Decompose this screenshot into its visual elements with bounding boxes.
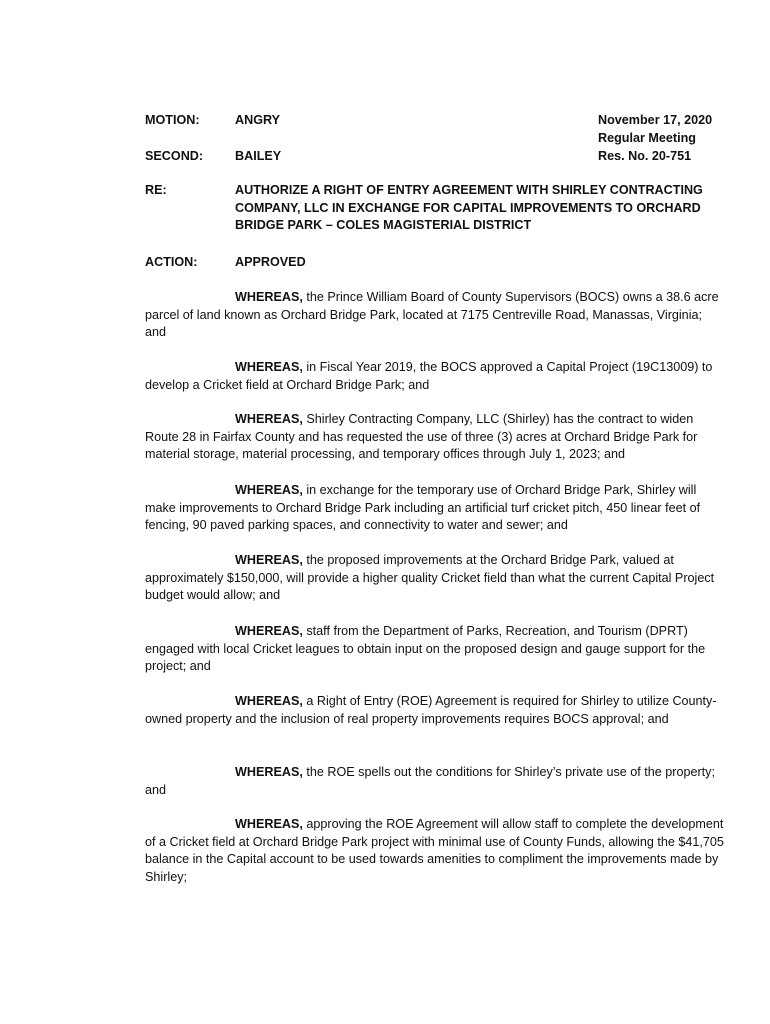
motion-label: MOTION: bbox=[145, 113, 200, 127]
whereas-paragraph bbox=[145, 359, 725, 394]
meeting-type: Regular Meeting bbox=[598, 131, 696, 145]
whereas-text: staff from the Department of Parks, Recreation, and Tourism (DPRT) engaged with local Cricket leagues to obtain input on the proposed design and gauge support for the project; and bbox=[145, 624, 706, 674]
motion-value: ANGRY bbox=[235, 113, 281, 127]
whereas-text: the Prince William Board of County Supervisors (BOCS) owns a 38.6 acre parcel of land known as Orchard Bridge Park, located at 7175 Centreville Road, Manassas, Virginia; and bbox=[145, 290, 719, 340]
whereas-keyword: WHEREAS, bbox=[235, 483, 303, 497]
whereas-keyword: WHEREAS, bbox=[235, 360, 303, 374]
whereas-text: a Right of Entry (ROE) Agreement is required for Shirley to utilize County-owned property and the inclusion of real property improvements requires BOCS approval; and bbox=[145, 694, 717, 726]
whereas-keyword: WHEREAS, bbox=[235, 817, 303, 831]
re-subject: AUTHORIZE A RIGHT OF ENTRY AGREEMENT WITH SHIRLEY CONTRACTING COMPANY, LLC IN EXCHANGE FOR CAPITAL IMPROVEMENTS TO ORCHARD BRIDGE PARK – COLES MAGISTERIAL DISTRICT bbox=[235, 183, 703, 233]
meeting-date: November 17, 2020 bbox=[598, 113, 713, 127]
whereas-paragraph bbox=[145, 552, 725, 605]
whereas-text: in exchange for the temporary use of Orchard Bridge Park, Shirley will make improvements to Orchard Bridge Park including an artificial turf cricket pitch, 450 linear feet of fencing, 90 paved parking spaces, and connectivity to water and sewer; and bbox=[145, 483, 701, 533]
whereas-text: the proposed improvements at the Orchard Bridge Park, valued at approximately $150,000, will provide a higher quality Cricket field than what the current Capital Project budget would allow; and bbox=[145, 553, 715, 603]
action-label: ACTION: bbox=[145, 255, 198, 269]
whereas-keyword: WHEREAS, bbox=[235, 765, 303, 779]
whereas-paragraph bbox=[145, 764, 725, 799]
whereas-text: in Fiscal Year 2019, the BOCS approved a Capital Project (19C13009) to develop a Cricket field at Orchard Bridge Park; and bbox=[145, 360, 713, 392]
resolution-number: Res. No. 20-751 bbox=[598, 149, 692, 163]
whereas-paragraph bbox=[145, 411, 725, 464]
whereas-paragraph bbox=[145, 289, 725, 342]
whereas-keyword: WHEREAS, bbox=[235, 694, 303, 708]
whereas-paragraph bbox=[145, 623, 725, 676]
re-label: RE: bbox=[145, 183, 167, 197]
whereas-paragraph bbox=[145, 816, 725, 886]
second-value: BAILEY bbox=[235, 149, 282, 163]
whereas-keyword: WHEREAS, bbox=[235, 412, 303, 426]
whereas-keyword: WHEREAS, bbox=[235, 553, 303, 567]
whereas-text: Shirley Contracting Company, LLC (Shirley) has the contract to widen Route 28 in Fairfax County and has requested the use of three (3) acres at Orchard Bridge Park for material storage, material processing, and temporary offices through July 1, 2023; and bbox=[145, 412, 698, 462]
whereas-keyword: WHEREAS, bbox=[235, 624, 303, 638]
whereas-text: approving the ROE Agreement will allow staff to complete the development of a Cricket field at Orchard Bridge Park project with minimal use of County Funds, allowing the $41,705 balance in the Capital account to be used towards amenities to compliment the improvements made by Shirley; bbox=[145, 817, 724, 884]
action-value: APPROVED bbox=[235, 255, 306, 269]
whereas-paragraph bbox=[145, 693, 725, 728]
whereas-paragraph bbox=[145, 482, 725, 535]
whereas-text: the ROE spells out the conditions for Shirley’s private use of the property; and bbox=[145, 765, 715, 797]
second-label: SECOND: bbox=[145, 149, 204, 163]
whereas-keyword: WHEREAS, bbox=[235, 290, 303, 304]
